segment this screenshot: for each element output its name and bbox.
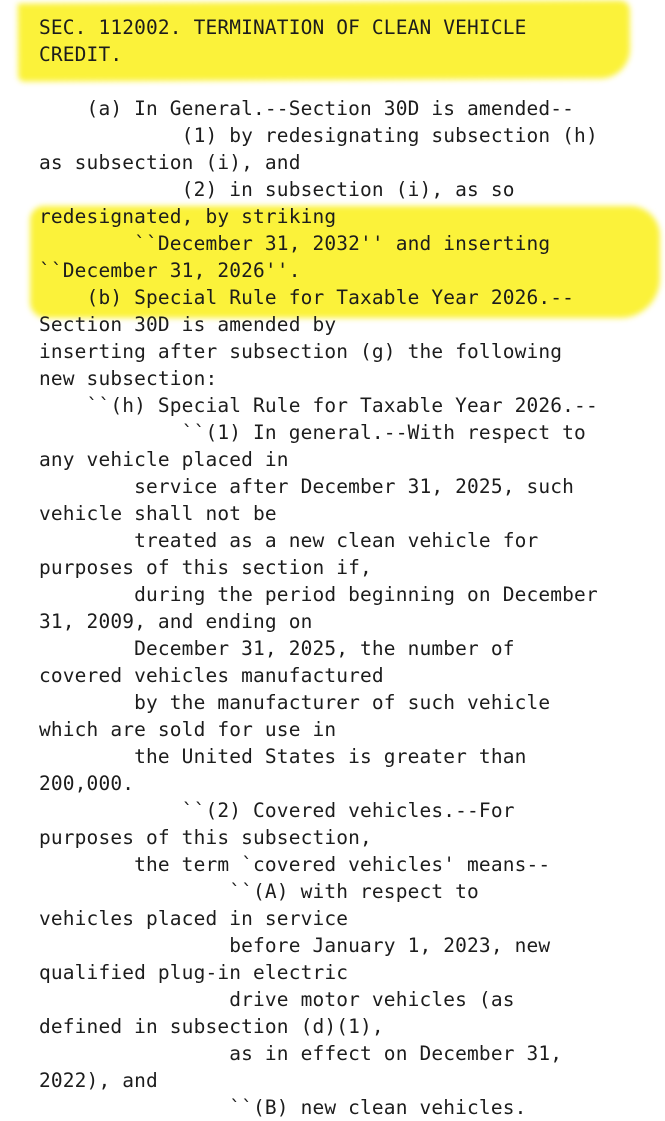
text-line: the United States is greater than — [39, 745, 527, 768]
text-line: by the manufacturer of such vehicle — [39, 691, 551, 714]
legislative-text — [39, 0, 661, 1121]
blank-line — [39, 68, 661, 95]
text-line: ``(1) In general.--With respect to — [39, 421, 586, 444]
text-line: service after December 31, 2025, such — [39, 475, 575, 498]
text-line: any vehicle placed in — [39, 448, 289, 471]
text-line: covered vehicles manufactured — [39, 664, 384, 687]
text-line: purposes of this section if, — [39, 556, 372, 579]
text-line: treated as a new clean vehicle for — [39, 529, 539, 552]
text-line: (a) In General.--Section 30D is amended-- — [39, 97, 575, 120]
text-line: 2022), and — [39, 1069, 158, 1092]
text-line: purposes of this subsection, — [39, 826, 372, 849]
text-line: as in effect on December 31, — [39, 1042, 563, 1065]
text-line: drive motor vehicles (as — [39, 988, 515, 1011]
text-line: 200,000. — [39, 772, 135, 795]
text-line: Section 30D is amended by — [39, 313, 337, 336]
text-line: the term `covered vehicles' means-- — [39, 853, 551, 876]
text-line: ``December 31, 2026''. — [39, 259, 301, 282]
section-heading: SEC. 112002. TERMINATION OF CLEAN VEHICLE — [39, 16, 527, 39]
text-line: (b) Special Rule for Taxable Year 2026.-- — [39, 286, 575, 309]
text-line: as subsection (i), and — [39, 151, 301, 174]
text-line: ``(A) with respect to — [39, 880, 479, 903]
text-line: ``(B) new clean vehicles. — [39, 1096, 527, 1119]
text-line: vehicles placed in service — [39, 907, 349, 930]
section-heading-cont: CREDIT. — [39, 43, 123, 66]
text-line: before January 1, 2023, new — [39, 934, 551, 957]
text-line: December 31, 2025, the number of — [39, 637, 515, 660]
text-line: (2) in subsection (i), as so — [39, 178, 515, 201]
text-line: 31, 2009, and ending on — [39, 610, 313, 633]
text-line: qualified plug-in electric — [39, 961, 349, 984]
text-line: redesignated, by striking — [39, 205, 337, 228]
text-line: ``December 31, 2032'' and inserting — [39, 232, 551, 255]
text-line: during the period beginning on December — [39, 583, 598, 606]
text-line: ``(h) Special Rule for Taxable Year 2026.-- — [39, 394, 598, 417]
text-line: new subsection: — [39, 367, 218, 390]
text-line: defined in subsection (d)(1), — [39, 1015, 384, 1038]
text-line: which are sold for use in — [39, 718, 337, 741]
text-line: vehicle shall not be — [39, 502, 277, 525]
text-line: (1) by redesignating subsection (h) — [39, 124, 598, 147]
text-line: inserting after subsection (g) the following — [39, 340, 563, 363]
text-line: ``(2) Covered vehicles.--For — [39, 799, 515, 822]
